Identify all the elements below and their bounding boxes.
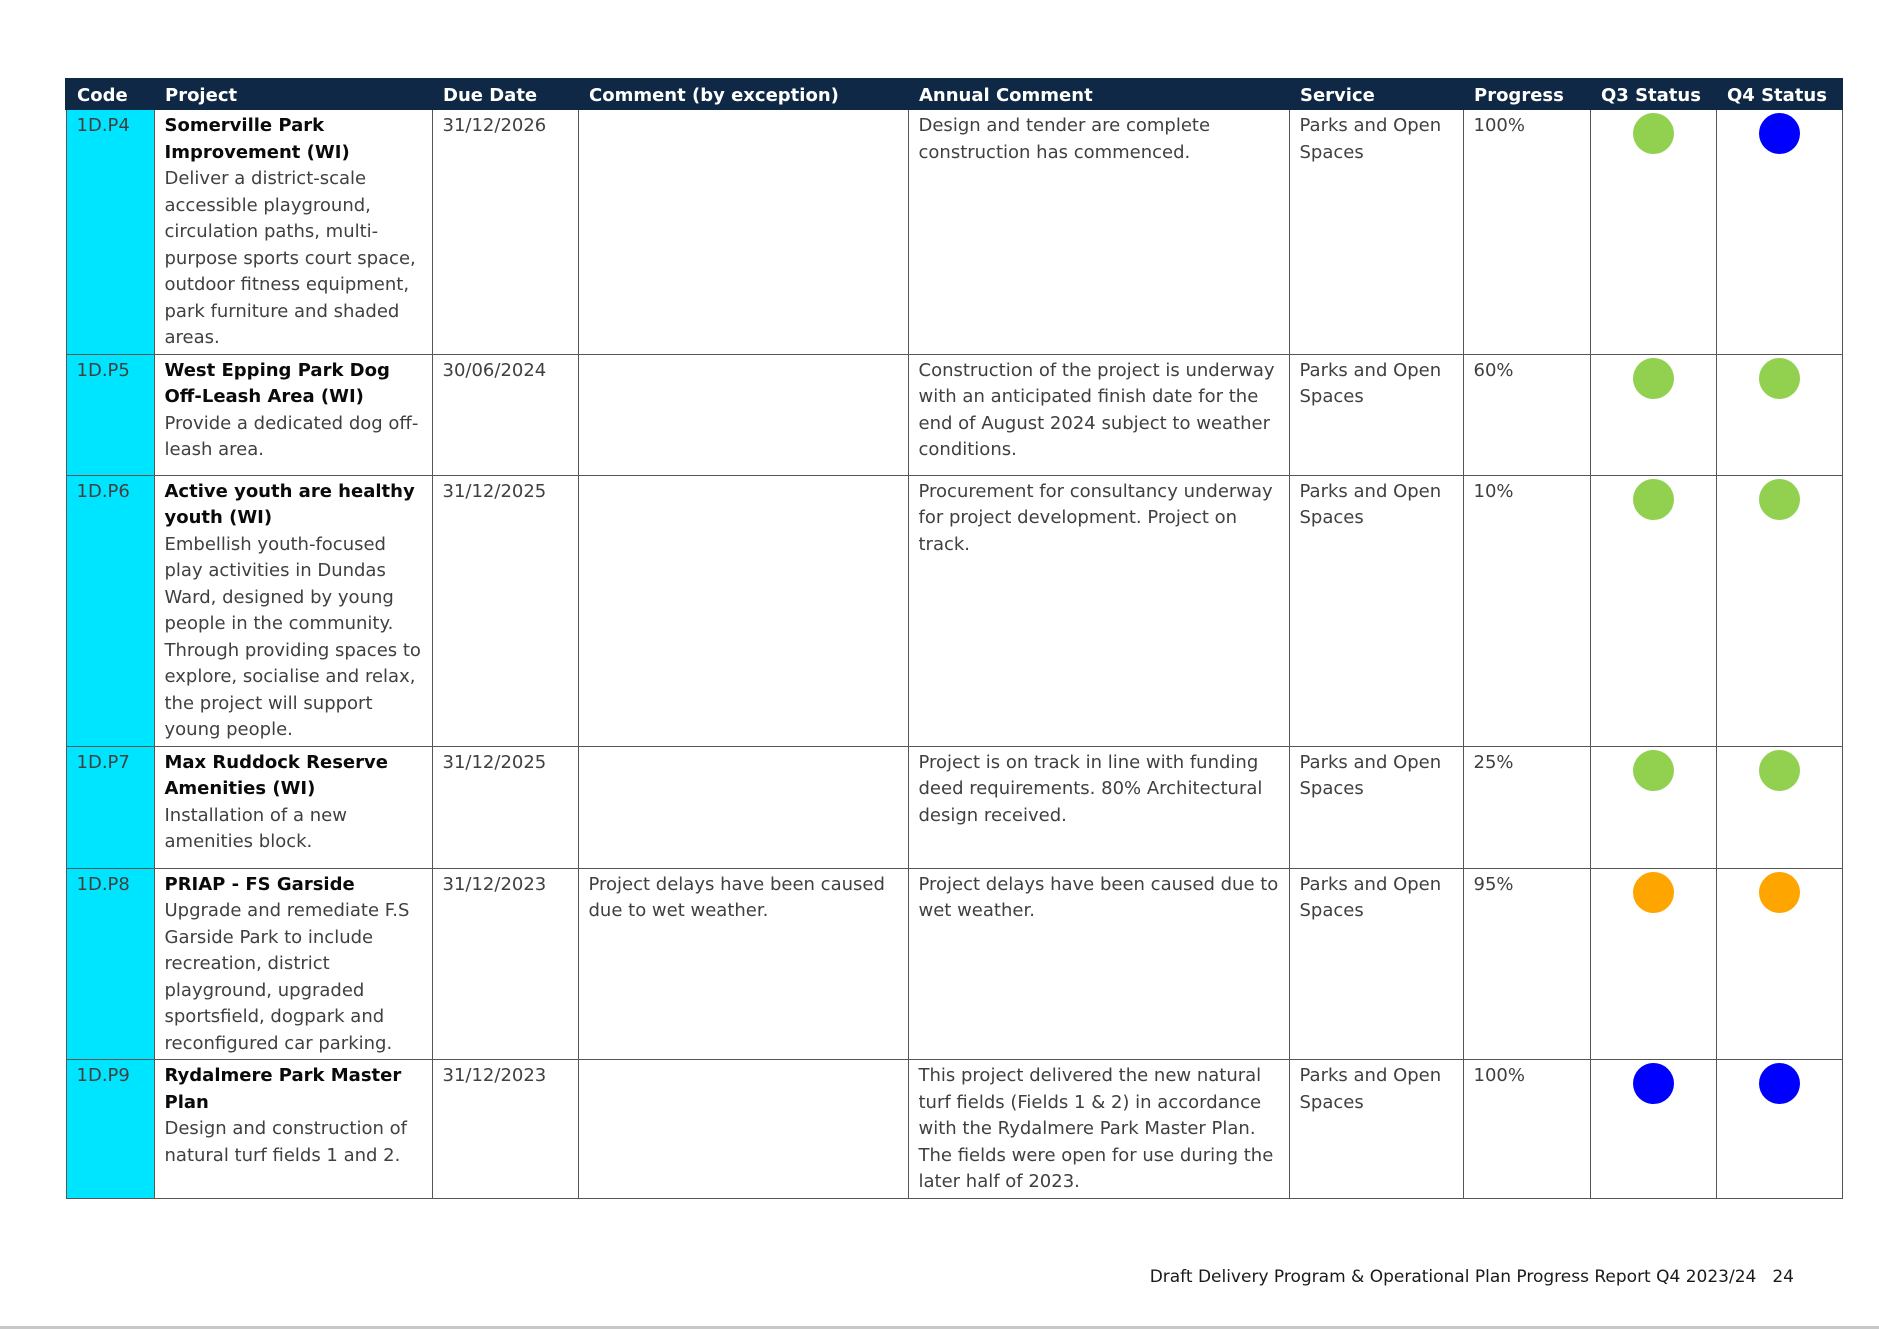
row-due-date: 31/12/2026 — [432, 109, 578, 354]
q4-status-dot — [1759, 1063, 1800, 1104]
project-title: Somerville Park Improvement (WI) — [164, 115, 350, 163]
q3-status-dot — [1633, 750, 1674, 791]
footer-title: Draft Delivery Program & Operational Plan Progress Report Q4 2023/24 — [1149, 1267, 1757, 1287]
row-annual-comment: Project delays have been caused due to wet weather. — [908, 868, 1289, 1060]
row-q4-status — [1716, 868, 1842, 1060]
q3-status-dot — [1633, 113, 1674, 154]
row-comment — [578, 1060, 908, 1199]
row-comment — [578, 354, 908, 475]
q4-status-dot — [1759, 750, 1800, 791]
row-service: Parks and Open Spaces — [1289, 475, 1463, 746]
header-due-date: Due Date — [432, 79, 578, 109]
q4-status-dot — [1759, 479, 1800, 520]
row-service: Parks and Open Spaces — [1289, 354, 1463, 475]
q3-status-dot — [1633, 479, 1674, 520]
header-progress: Progress — [1463, 79, 1590, 109]
row-project — [154, 1060, 432, 1199]
row-code: 1D.P6 — [66, 475, 154, 746]
table-row — [66, 868, 1842, 1060]
header-comment: Comment (by exception) — [578, 79, 908, 109]
q3-status-dot — [1633, 872, 1674, 913]
q3-status-dot — [1633, 1063, 1674, 1104]
row-project — [154, 109, 432, 354]
q4-status-dot — [1759, 113, 1800, 154]
row-service: Parks and Open Spaces — [1289, 746, 1463, 868]
page-number: 24 — [1772, 1267, 1794, 1287]
row-due-date: 31/12/2025 — [432, 475, 578, 746]
row-q3-status — [1590, 475, 1716, 746]
project-description: Upgrade and remediate F.S Garside Park to include recreation, district playground, upgraded sportsfield, dogpark and reconfigured car parking. — [164, 900, 410, 1054]
row-service: Parks and Open Spaces — [1289, 1060, 1463, 1199]
header-code: Code — [66, 79, 154, 109]
row-code: 1D.P4 — [66, 109, 154, 354]
row-q4-status — [1716, 746, 1842, 868]
row-q4-status — [1716, 1060, 1842, 1199]
page-footer — [1150, 1267, 1794, 1287]
project-description: Provide a dedicated dog off-leash area. — [164, 412, 419, 460]
row-comment: Project delays have been caused due to wet weather. — [578, 868, 908, 1060]
row-progress: 95% — [1463, 868, 1590, 1060]
row-service: Parks and Open Spaces — [1289, 109, 1463, 354]
row-due-date: 30/06/2024 — [432, 354, 578, 475]
table-row — [66, 109, 1842, 354]
row-comment — [578, 109, 908, 354]
row-comment — [578, 475, 908, 746]
project-description: Installation of a new amenities block. — [164, 804, 347, 852]
row-annual-comment: This project delivered the new natural turf fields (Fields 1 & 2) in accordance with the Rydalmere Park Master Plan. The fields were open for use during the later half of 2023. — [908, 1060, 1289, 1199]
table-row — [66, 746, 1842, 868]
project-title: West Epping Park Dog Off-Leash Area (WI) — [164, 359, 390, 407]
row-due-date: 31/12/2023 — [432, 1060, 578, 1199]
row-q3-status — [1590, 1060, 1716, 1199]
row-project — [154, 475, 432, 746]
row-q4-status — [1716, 475, 1842, 746]
row-service: Parks and Open Spaces — [1289, 868, 1463, 1060]
row-project — [154, 868, 432, 1060]
row-code: 1D.P8 — [66, 868, 154, 1060]
project-title: Active youth are healthy youth (WI) — [164, 480, 415, 528]
row-comment — [578, 746, 908, 868]
project-title: PRIAP - FS Garside — [164, 873, 355, 895]
table-row — [66, 1060, 1842, 1199]
q4-status-dot — [1759, 358, 1800, 399]
header-q4-status: Q4 Status — [1716, 79, 1842, 109]
row-code: 1D.P5 — [66, 354, 154, 475]
row-code: 1D.P9 — [66, 1060, 154, 1199]
header-project: Project — [154, 79, 432, 109]
project-title: Max Ruddock Reserve Amenities (WI) — [164, 751, 388, 799]
row-annual-comment: Design and tender are complete construction has commenced. — [908, 109, 1289, 354]
row-q4-status — [1716, 109, 1842, 354]
project-description: Embellish youth-focused play activities in Dundas Ward, designed by young people in the community. Through providing spaces to explore, socialise and relax, the project will support young people. — [164, 533, 421, 740]
row-project — [154, 746, 432, 868]
project-description: Design and construction of natural turf fields 1 and 2. — [164, 1118, 407, 1166]
row-progress: 60% — [1463, 354, 1590, 475]
header-annual-comment: Annual Comment — [908, 79, 1289, 109]
row-q4-status — [1716, 354, 1842, 475]
row-q3-status — [1590, 354, 1716, 475]
project-description: Deliver a district-scale accessible playground, circulation paths, multi-purpose sports court space, outdoor fitness equipment, park furniture and shaded areas. — [164, 168, 416, 348]
table-row — [66, 475, 1842, 746]
row-q3-status — [1590, 109, 1716, 354]
table-header-row — [66, 79, 1842, 109]
table-row — [66, 354, 1842, 475]
q3-status-dot — [1633, 358, 1674, 399]
q4-status-dot — [1759, 872, 1800, 913]
row-due-date: 31/12/2025 — [432, 746, 578, 868]
row-q3-status — [1590, 746, 1716, 868]
row-annual-comment: Procurement for consultancy underway for project development. Project on track. — [908, 475, 1289, 746]
header-q3-status: Q3 Status — [1590, 79, 1716, 109]
row-progress: 100% — [1463, 109, 1590, 354]
row-due-date: 31/12/2023 — [432, 868, 578, 1060]
header-service: Service — [1289, 79, 1463, 109]
row-progress: 25% — [1463, 746, 1590, 868]
row-annual-comment: Project is on track in line with funding deed requirements. 80% Architectural design received. — [908, 746, 1289, 868]
progress-table — [65, 78, 1843, 1199]
row-progress: 10% — [1463, 475, 1590, 746]
row-q3-status — [1590, 868, 1716, 1060]
row-project — [154, 354, 432, 475]
project-title: Rydalmere Park Master Plan — [164, 1065, 402, 1113]
row-annual-comment: Construction of the project is underway with an anticipated finish date for the end of August 2024 subject to weather conditions. — [908, 354, 1289, 475]
row-code: 1D.P7 — [66, 746, 154, 868]
row-progress: 100% — [1463, 1060, 1590, 1199]
